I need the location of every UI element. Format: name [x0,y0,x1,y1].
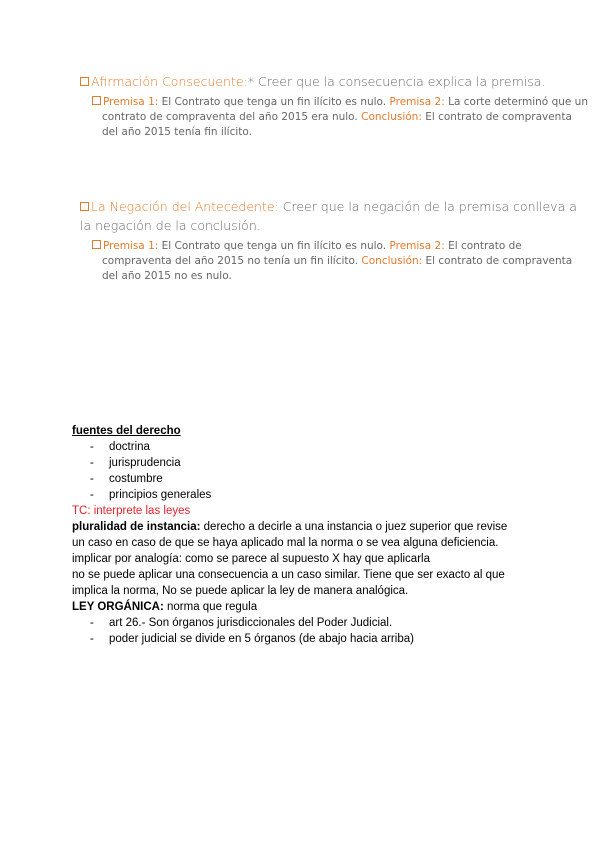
dash-bullet: - [90,441,94,453]
section-heading: Afirmación Consecuente:* Creer que la consecuencia explica la premisa. [80,72,590,91]
dash-bullet: - [90,473,94,485]
sources-list [72,439,512,503]
analogy-paragraph: no se puede aplicar una consecuencia a un caso similar. Tiene que ser exacto al que implica la norma, No se puede aplicar la ley de manera analógica. [72,569,505,597]
notes-body [72,423,512,647]
slide-section-negacion [80,197,590,284]
slide-section-afirmacion [80,72,590,140]
notes-heading: fuentes del derecho [72,425,181,437]
dash-bullet: - [90,617,94,629]
list-item: - principios generales [90,489,212,501]
checkbox-bullet-icon [92,96,101,105]
example-paragraph: Premisa 1: El Contrato que tenga un fin ilícito es nulo. Premisa 2: El contrato de compraventa del año 2015 no tenía un fin ilícito. Conclusión: El contrato de compraventa del año 2015 no es nulo. [92,239,590,284]
checkbox-bullet-icon [80,202,89,211]
analogy-line: implicar por analogía: como se parece al supuesto X hay que aplicarla [72,553,430,565]
list-item: - doctrina [90,441,150,453]
ley-organica-line: LEY ORGÁNICA: norma que regula [72,601,258,613]
checkbox-bullet-icon [92,240,101,249]
dash-bullet: - [90,457,94,469]
list-item: - costumbre [90,473,163,485]
list-item: - art 26.- Son órganos jurisdiccionales del Poder Judicial. [90,617,393,629]
list-item: - jurisprudencia [90,457,181,469]
plural-paragraph: pluralidad de instancia: derecho a decirle a una instancia o juez superior que revise un caso en caso de que se haya aplicado mal la norma o se vea alguna deficiencia. [72,521,508,549]
ley-list [72,615,512,647]
dash-bullet: - [90,489,94,501]
tc-note: TC: interprete las leyes [72,505,191,517]
list-item: - poder judicial se divide en 5 órganos (de abajo hacia arriba) [90,633,414,645]
checkbox-bullet-icon [80,77,89,86]
example-paragraph: Premisa 1: El Contrato que tenga un fin ilícito es nulo. Premisa 2: La corte determinó que un contrato de compraventa del año 2015 era nulo. Conclusión: El contrato de compraventa del año 2015 tenía fin ilícito. [92,95,590,140]
section-heading: La Negación del Antecedente: Creer que la negación de la premisa conlleva a la negación de la conclusión. [80,199,577,233]
dash-bullet: - [90,633,94,645]
